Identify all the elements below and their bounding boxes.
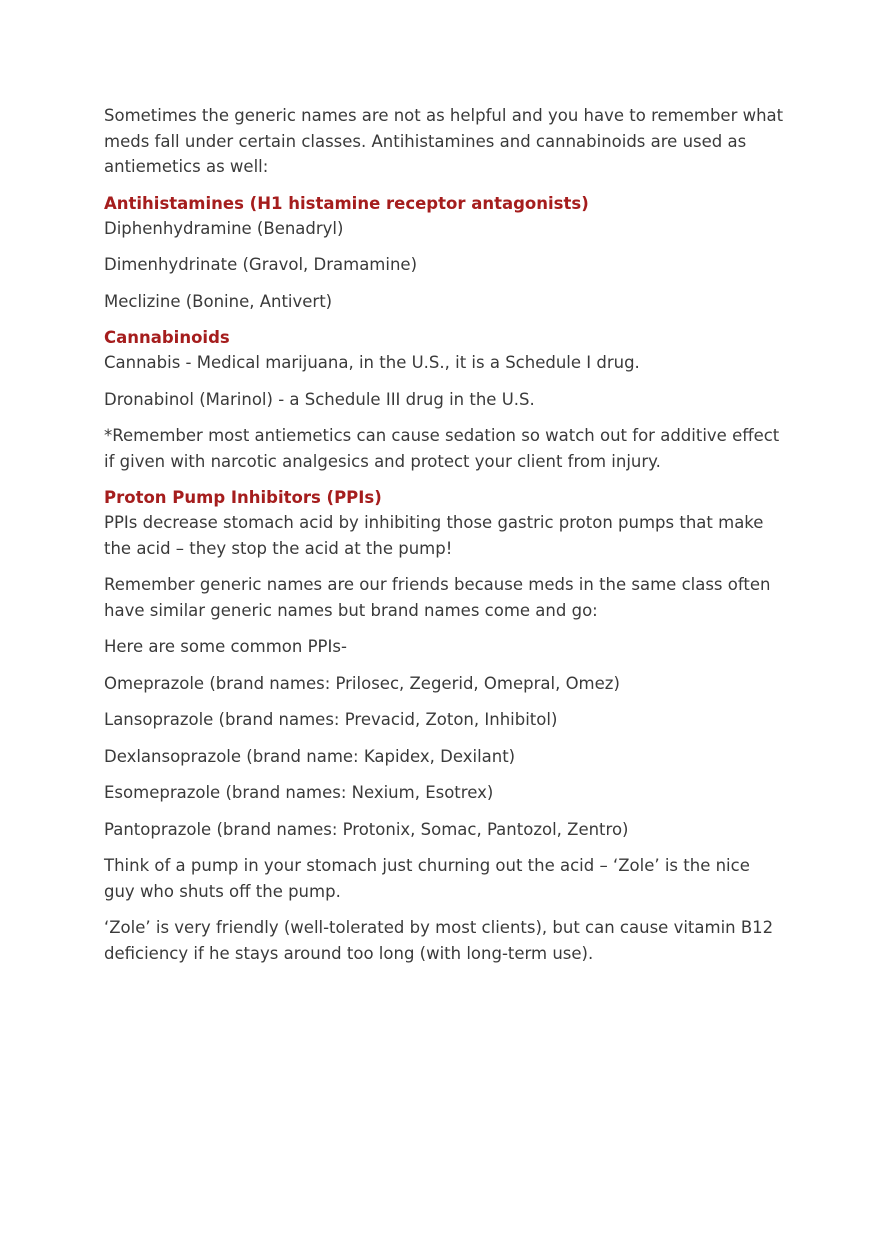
cannabinoids-heading: Cannabinoids (104, 328, 230, 347)
ppi-item: Pantoprazole (brand names: Protonix, Somac, Pantozol, Zentro) (104, 819, 629, 839)
ppi-item: Lansoprazole (brand names: Prevacid, Zoton, Inhibitol) (104, 710, 558, 729)
ppi-item: Dexlansoprazole (brand name: Kapidex, Dexilant) (104, 746, 516, 766)
cannabinoid-item: Dronabinol (Marinol) - a Schedule III drug in the U.S. (104, 389, 535, 409)
mnemonic-paragraph: Think of a pump in your stomach just churning out the acid – ‘Zole’ is the nice guy who shuts off the pump. (104, 856, 750, 901)
antihistamines-heading: Antihistamines (H1 histamine receptor antagonists) (104, 193, 589, 213)
antihistamine-item: Meclizine (Bonine, Antivert) (104, 291, 333, 311)
mnemonic-paragraph: ‘Zole’ is very friendly (well-tolerated by most clients), but can cause vitamin B12 deficiency if he stays around too long (with long-term use). (104, 918, 774, 963)
cannabinoid-item: Cannabis - Medical marijuana, in the U.S., it is a Schedule I drug. (104, 353, 640, 372)
intro-paragraph: Sometimes the generic names are not as helpful and you have to remember what meds fall under certain classes. Antihistamines and cannabinoids are used as antiemetics as well: (104, 106, 784, 176)
generic-names-note: Remember generic names are our friends because meds in the same class often have similar generic names but brand names come and go: (104, 575, 771, 620)
ppis-description: PPIs decrease stomach acid by inhibiting those gastric proton pumps that make the acid – they stop the acid at the pump! (104, 513, 764, 558)
ppi-item: Esomeprazole (brand names: Nexium, Esotrex) (104, 783, 494, 802)
ppis-heading: Proton Pump Inhibitors (PPIs) (104, 488, 382, 507)
document-page (104, 103, 784, 977)
sedation-note: *Remember most antiemetics can cause sedation so watch out for additive effect if given with narcotic analgesics and protect your client from injury. (104, 426, 780, 471)
antihistamine-item: Diphenhydramine (Benadryl) (104, 218, 344, 238)
ppis-list-intro: Here are some common PPIs- (104, 637, 347, 656)
ppi-item: Omeprazole (brand names: Prilosec, Zegerid, Omepral, Omez) (104, 673, 620, 693)
antihistamine-item: Dimenhydrinate (Gravol, Dramamine) (104, 255, 418, 274)
